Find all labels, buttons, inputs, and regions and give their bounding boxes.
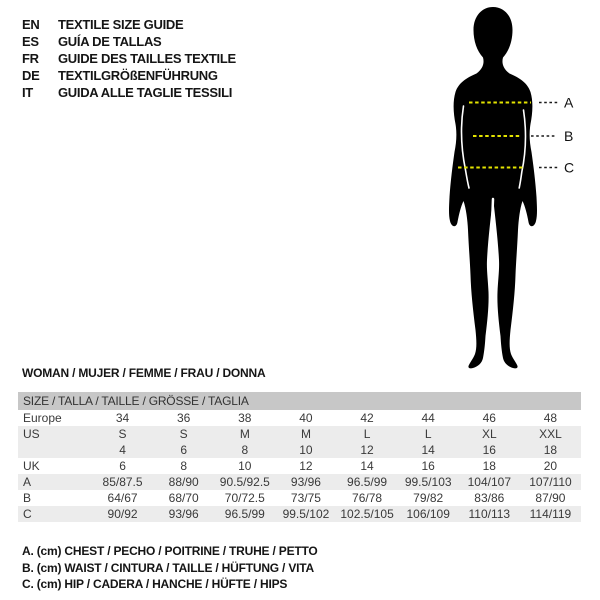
legend-line: C. (cm) HIP / CADERA / HANCHE / HÜFTE / HIPS <box>22 577 288 591</box>
size-cell: 36 <box>177 411 191 425</box>
feet-gap <box>485 342 502 368</box>
size-cell: 8 <box>180 459 188 473</box>
size-cell: 90/92 <box>107 507 138 521</box>
row-label: A <box>23 475 32 489</box>
language-row <box>22 16 236 33</box>
size-cell: S <box>118 427 127 441</box>
table-row <box>18 490 581 506</box>
language-label: TEXTILGRÖßENFÜHRUNG <box>58 68 218 83</box>
size-cell: 99.5/103 <box>404 475 452 489</box>
language-code: EN <box>22 17 40 32</box>
size-cell: 12 <box>360 443 374 457</box>
size-cell: M <box>239 427 250 441</box>
size-cell: 88/90 <box>168 475 199 489</box>
size-cell: XL <box>481 427 497 441</box>
size-cell: 14 <box>421 443 435 457</box>
size-cell: 10 <box>238 459 252 473</box>
language-label: GUIDE DES TAILLES TEXTILE <box>58 51 236 66</box>
size-cell: 106/109 <box>406 507 450 521</box>
size-cell: 48 <box>543 411 558 425</box>
size-cell: 42 <box>360 411 374 425</box>
size-cell: 6 <box>119 459 126 473</box>
row-label: US <box>23 427 40 441</box>
size-cell: XXL <box>539 427 562 441</box>
table-row <box>18 410 581 426</box>
size-cell: 8 <box>241 443 249 457</box>
legend-line: A. (cm) CHEST / PECHO / POITRINE / TRUHE / PETTO <box>22 544 318 558</box>
size-cell: 93/96 <box>168 507 199 521</box>
size-cell: 14 <box>360 459 374 473</box>
size-cell: 79/82 <box>413 491 444 505</box>
language-label: TEXTILE SIZE GUIDE <box>58 17 184 32</box>
table-row <box>18 474 581 490</box>
language-code: DE <box>22 68 40 83</box>
size-cell: 20 <box>543 459 558 473</box>
size-table-body <box>18 410 581 522</box>
figure-panel <box>410 0 600 380</box>
size-cell: 46 <box>482 411 496 425</box>
language-row <box>22 33 236 50</box>
row-label: Europe <box>23 411 62 425</box>
row-label <box>18 442 92 458</box>
size-cell: 96.5/99 <box>224 507 265 521</box>
size-cell: L <box>424 427 432 441</box>
size-cell: 64/67 <box>107 491 138 505</box>
section-title: WOMAN / MUJER / FEMME / FRAU / DONNA <box>22 366 266 380</box>
size-cell: 40 <box>299 411 313 425</box>
size-cell: 76/78 <box>352 491 383 505</box>
language-code: ES <box>22 34 39 49</box>
size-cell: 34 <box>115 411 130 425</box>
size-cell: 44 <box>421 411 435 425</box>
size-cell: L <box>363 427 371 441</box>
size-cell: 96.5/99 <box>347 475 388 489</box>
language-row <box>22 67 236 84</box>
language-code: IT <box>22 85 33 100</box>
size-table-header: SIZE / TALLA / TAILLE / GRÖSSE / TAGLIA <box>18 392 581 410</box>
size-cell: M <box>300 427 311 441</box>
language-label: GUÍA DE TALLAS <box>58 34 162 49</box>
size-cell: 107/110 <box>529 475 572 489</box>
size-cell: 12 <box>299 459 313 473</box>
row-label: UK <box>23 459 40 473</box>
language-guide <box>22 16 236 101</box>
legend <box>22 543 318 593</box>
size-cell: 104/107 <box>467 475 511 489</box>
size-cell: 73/75 <box>290 491 321 505</box>
size-cell: 38 <box>238 411 252 425</box>
size-cell: 4 <box>119 443 126 457</box>
measure-label-a: A <box>564 94 574 111</box>
row-label: B <box>23 491 32 505</box>
size-cell: 70/72.5 <box>224 491 265 505</box>
size-cell: 114/119 <box>529 507 572 521</box>
woman-silhouette <box>410 0 600 380</box>
leg-gap-line <box>491 199 493 348</box>
table-row <box>18 506 581 522</box>
language-label: GUIDA ALLE TAGLIE TESSILI <box>58 85 233 100</box>
measure-label-b: B <box>564 128 574 144</box>
language-row <box>22 84 236 101</box>
size-cell: 102.5/105 <box>340 507 394 521</box>
language-row <box>22 50 236 67</box>
legend-line: B. (cm) WAIST / CINTURA / TAILLE / HÜFTUNG / VITA <box>22 560 314 575</box>
size-cell: 16 <box>482 443 496 457</box>
table-row <box>18 442 581 458</box>
table-row <box>18 458 581 474</box>
size-cell: 10 <box>299 443 313 457</box>
language-code: FR <box>22 51 39 66</box>
table-row <box>18 426 581 442</box>
size-cell: 85/87.5 <box>102 475 143 489</box>
size-cell: 18 <box>543 443 558 457</box>
row-label: C <box>23 507 32 521</box>
size-table <box>18 392 581 522</box>
size-cell: S <box>179 427 188 441</box>
size-cell: 93/96 <box>290 475 321 489</box>
size-cell: 90.5/92.5 <box>219 475 270 489</box>
size-cell: 99.5/102 <box>282 507 330 521</box>
size-cell: 16 <box>421 459 435 473</box>
size-cell: 110/113 <box>468 507 511 521</box>
measure-label-c: C <box>564 159 575 176</box>
size-cell: 83/86 <box>474 491 505 505</box>
size-cell: 18 <box>482 459 496 473</box>
size-cell: 6 <box>180 443 188 457</box>
size-cell: 68/70 <box>168 491 199 505</box>
size-cell: 87/90 <box>535 491 566 505</box>
